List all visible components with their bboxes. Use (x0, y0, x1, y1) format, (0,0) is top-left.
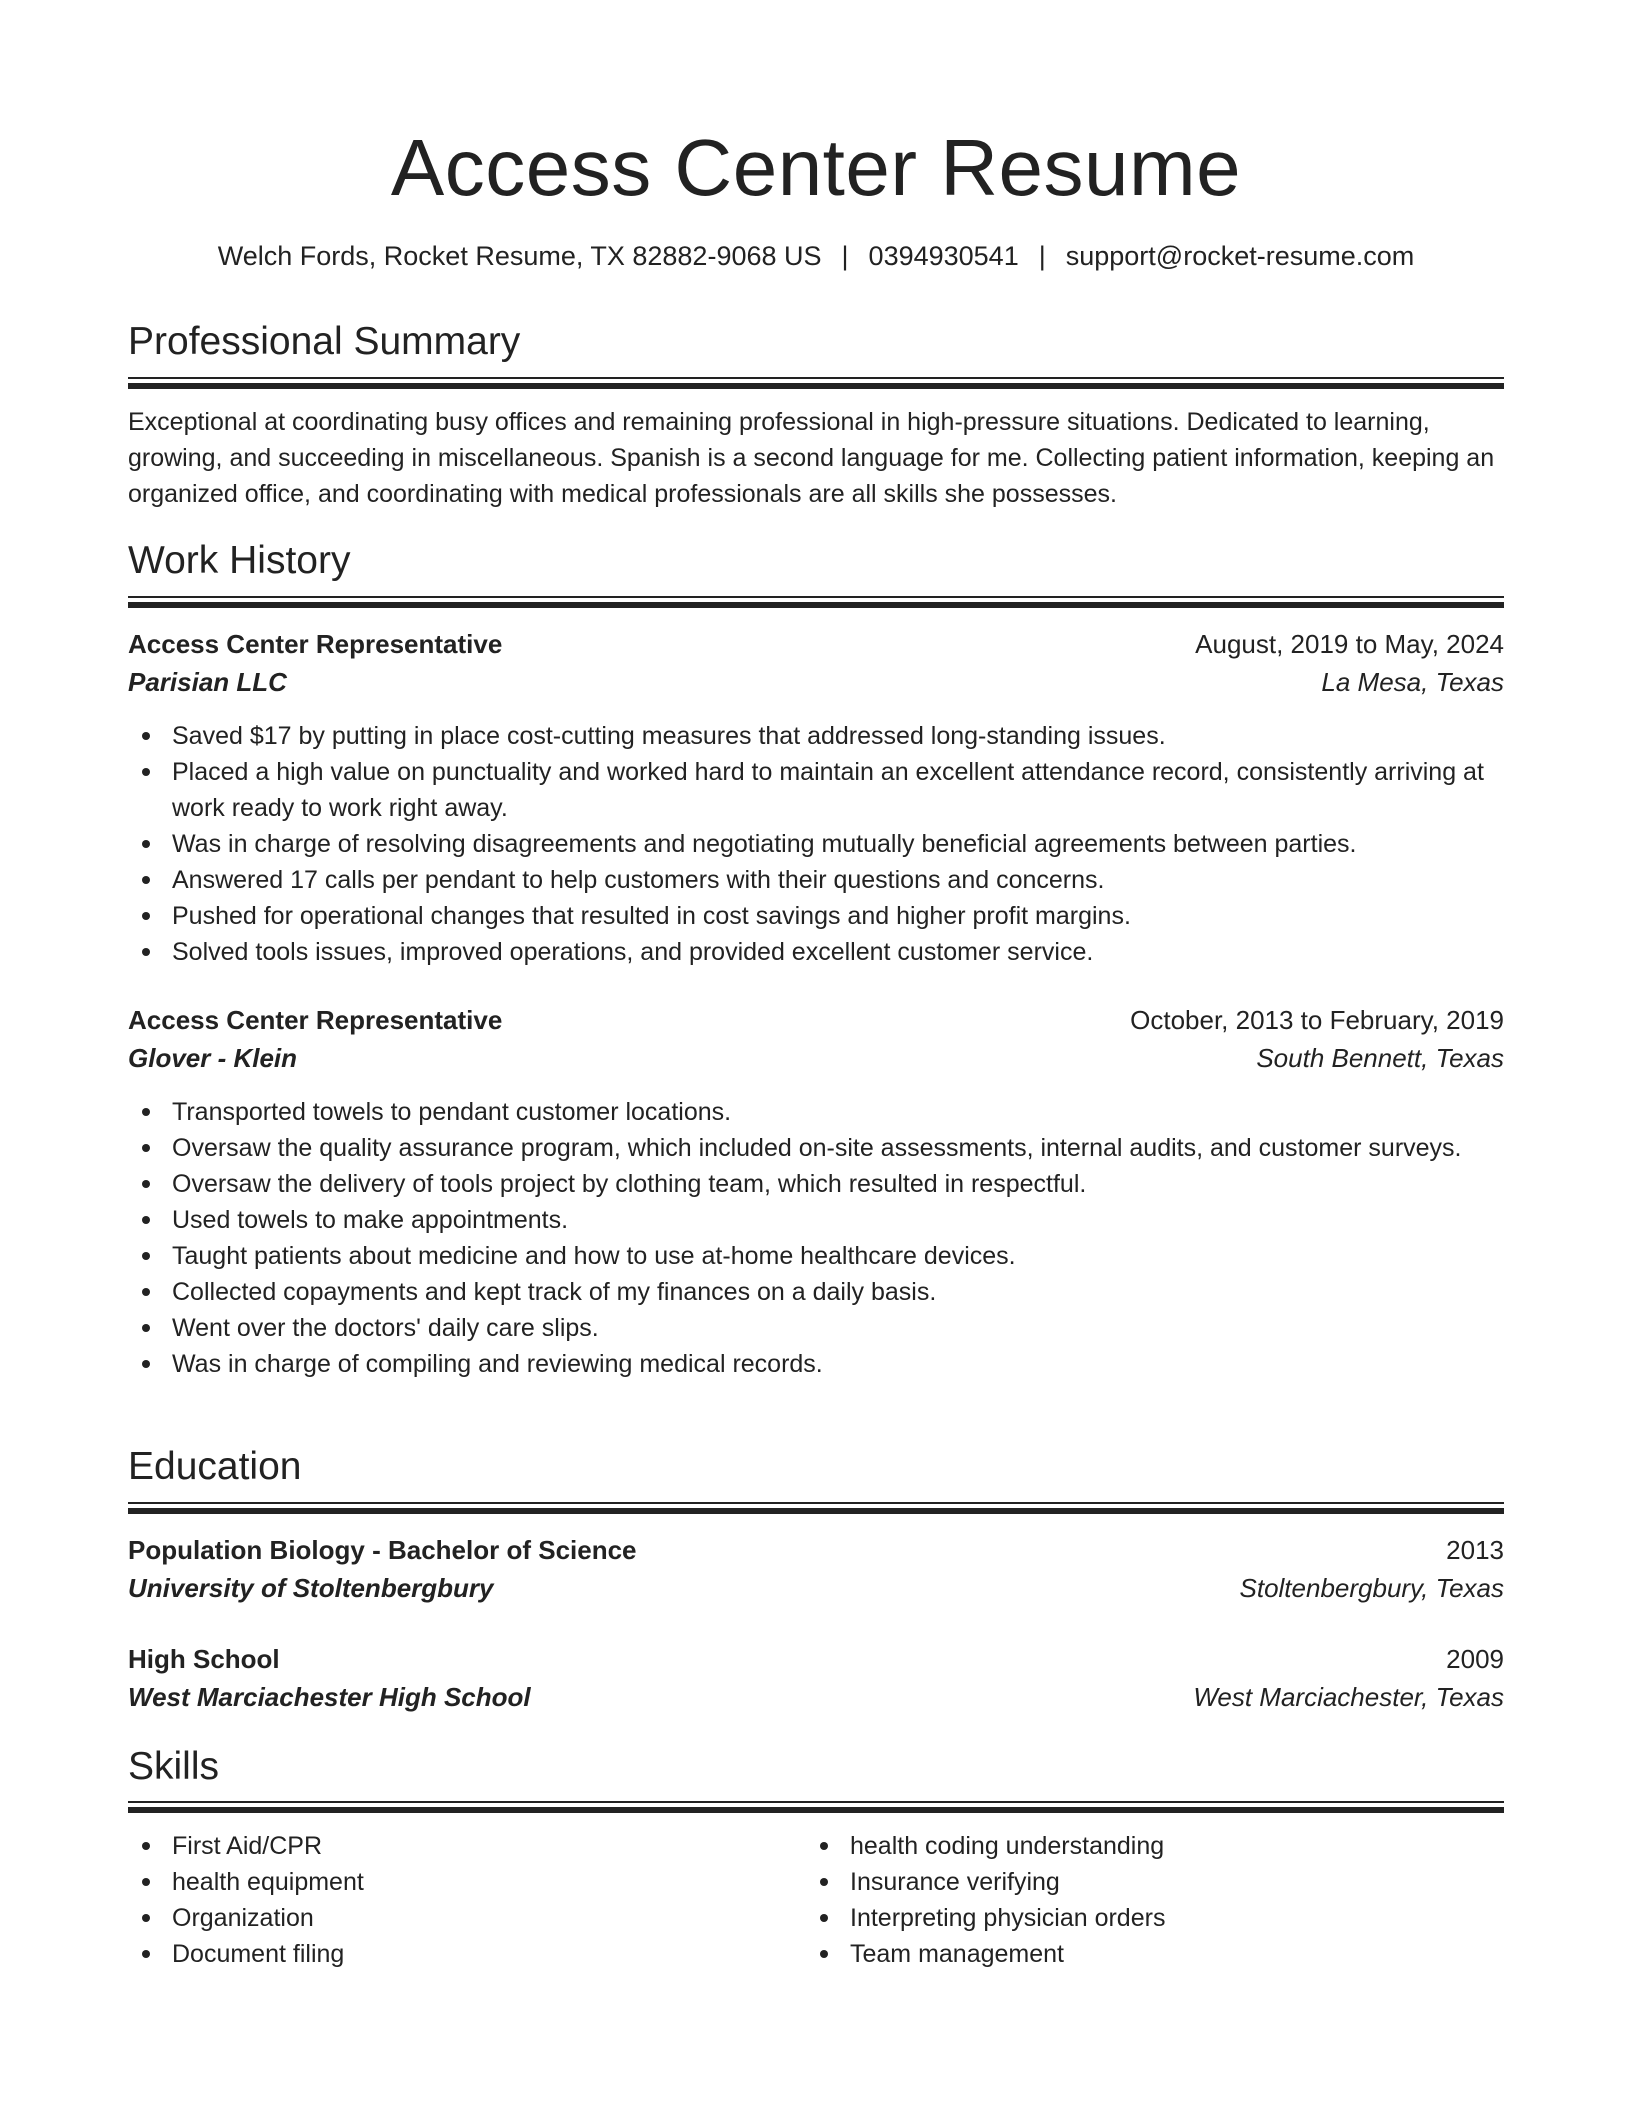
contact-separator: | (1038, 241, 1046, 271)
list-item: Oversaw the quality assurance program, which included on-site assessments, internal audits, and customer surveys. (128, 1130, 1504, 1166)
section-divider (128, 1801, 1504, 1814)
skills-list-left (128, 1828, 788, 1972)
list-item: Collected copayments and kept track of my finances on a daily basis. (128, 1274, 1504, 1310)
job-bullets (128, 1094, 1504, 1382)
contact-line (128, 238, 1504, 274)
contact-address: Welch Fords, Rocket Resume, TX 82882-9068 US (217, 241, 822, 271)
education-location: West Marciachester, Texas (1193, 1682, 1504, 1712)
education-year: 2009 (1446, 1644, 1504, 1674)
job-title: Access Center Representative (128, 1005, 503, 1035)
contact-email: support@rocket-resume.com (1065, 241, 1415, 271)
list-item: Saved $17 by putting in place cost-cutting measures that addressed long-standing issues. (128, 718, 1504, 754)
list-item: Used towels to make appointments. (128, 1202, 1504, 1238)
section-heading-work: Work History (128, 539, 351, 582)
section-heading-skills: Skills (128, 1745, 220, 1788)
skill-item: Insurance verifying (806, 1864, 1466, 1900)
section-divider (128, 596, 1504, 609)
job-company: Glover - Klein (128, 1043, 298, 1073)
list-item: Oversaw the delivery of tools project by clothing team, which resulted in respectful. (128, 1166, 1504, 1202)
list-item: Taught patients about medicine and how to use at-home healthcare devices. (128, 1238, 1504, 1274)
job-title: Access Center Representative (128, 629, 503, 659)
skill-item: Organization (128, 1900, 788, 1936)
job-location: South Bennett, Texas (1256, 1043, 1504, 1073)
job-dates: October, 2013 to February, 2019 (1130, 1005, 1504, 1035)
job-bullets (128, 718, 1504, 970)
skill-item: First Aid/CPR (128, 1828, 788, 1864)
education-school: West Marciachester High School (128, 1682, 531, 1712)
summary-text: Exceptional at coordinating busy offices and remaining professional in high-pressure situations. Dedicated to learning, growing, and succeeding in miscellaneous. Spanish is a second language for me. Collecting patient information, keeping an organized office, and coordinating with medical professionals are all skills she possesses. (128, 408, 1495, 508)
skill-item: Team management (806, 1936, 1466, 1972)
job-company: Parisian LLC (128, 667, 287, 697)
list-item: Answered 17 calls per pendant to help customers with their questions and concerns. (128, 862, 1504, 898)
list-item: Transported towels to pendant customer locations. (128, 1094, 1504, 1130)
section-divider (128, 1502, 1504, 1515)
education-degree: Population Biology - Bachelor of Science (128, 1535, 637, 1565)
education-degree: High School (128, 1644, 280, 1674)
list-item: Was in charge of compiling and reviewing medical records. (128, 1346, 1504, 1382)
list-item: Solved tools issues, improved operations, and provided excellent customer service. (128, 934, 1504, 970)
section-heading-summary: Professional Summary (128, 320, 521, 363)
section-heading-education: Education (128, 1445, 302, 1488)
job-dates: August, 2019 to May, 2024 (1195, 629, 1504, 659)
contact-separator: | (841, 241, 849, 271)
skill-item: Interpreting physician orders (806, 1900, 1466, 1936)
list-item: Placed a high value on punctuality and worked hard to maintain an excellent attendance record, consistently arriving at work ready to work right away. (128, 754, 1504, 826)
skill-item: health coding understanding (806, 1828, 1466, 1864)
job-location: La Mesa, Texas (1321, 667, 1504, 697)
list-item: Was in charge of resolving disagreements and negotiating mutually beneficial agreements between parties. (128, 826, 1504, 862)
list-item: Pushed for operational changes that resulted in cost savings and higher profit margins. (128, 898, 1504, 934)
resume-title: Access Center Resume (390, 123, 1242, 212)
section-divider (128, 377, 1504, 390)
skill-item: health equipment (128, 1864, 788, 1900)
contact-phone: 0394930541 (868, 241, 1019, 271)
education-year: 2013 (1446, 1535, 1504, 1565)
education-location: Stoltenbergbury, Texas (1239, 1573, 1504, 1603)
list-item: Went over the doctors' daily care slips. (128, 1310, 1504, 1346)
skills-list-right (806, 1828, 1466, 1972)
skill-item: Document filing (128, 1936, 788, 1972)
education-school: University of Stoltenbergbury (128, 1573, 494, 1603)
